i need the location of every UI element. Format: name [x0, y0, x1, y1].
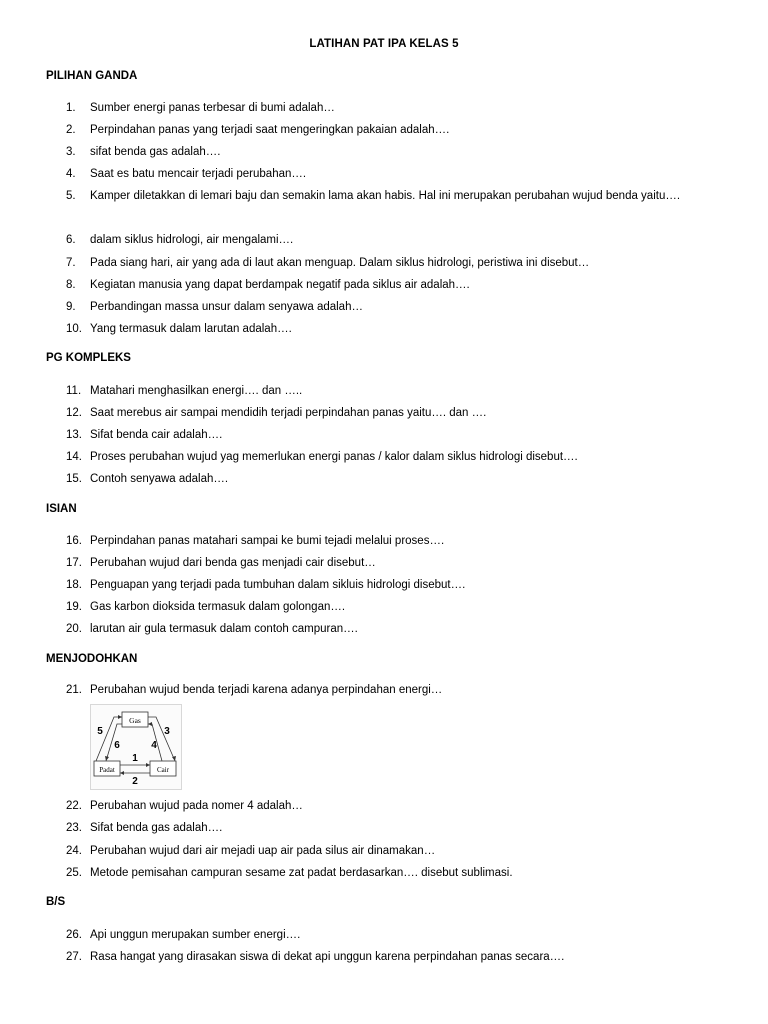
question-text: Sifat benda cair adalah….: [90, 429, 223, 441]
question-text: Saat es batu mencair terjadi perubahan….: [90, 168, 307, 180]
question-text: Perubahan wujud pada nomer 4 adalah…: [90, 800, 303, 812]
question-item: [66, 618, 726, 640]
question-text: Contoh senyawa adalah….: [90, 473, 229, 485]
question-text: Gas karbon dioksida termasuk dalam golongan….: [90, 601, 346, 613]
question-text: sifat benda gas adalah….: [90, 146, 221, 158]
question-number: 16.: [66, 535, 82, 547]
question-item: [66, 424, 726, 446]
question-text: Perubahan wujud dari benda gas menjadi cair disebut…: [90, 557, 376, 569]
label-5: 5: [97, 726, 103, 737]
question-item: [66, 924, 726, 946]
question-item: [66, 679, 726, 701]
question-text: larutan air gula termasuk dalam contoh campuran….: [90, 623, 358, 635]
question-item: [66, 596, 726, 618]
gas-label: Gas: [129, 716, 141, 725]
section-heading-menjodohkan: MENJODOHKAN: [46, 653, 138, 665]
document-title: LATIHAN PAT IPA KELAS 5: [309, 38, 459, 50]
question-text: Perubahan wujud dari air mejadi uap air pada silus air dinamakan…: [90, 845, 436, 857]
question-text: Rasa hangat yang dirasakan siswa di dekat api unggun karena perpindahan panas secara….: [90, 951, 565, 963]
question-text: Perpindahan panas yang terjadi saat mengeringkan pakaian adalah….: [90, 124, 450, 136]
question-number: 4.: [66, 168, 76, 180]
question-number: 27.: [66, 951, 82, 963]
question-item: [66, 552, 726, 574]
question-item: [66, 840, 726, 862]
question-item: [66, 97, 726, 119]
section-heading-bs: B/S: [46, 896, 66, 908]
question-number: 19.: [66, 601, 82, 613]
question-number: 11.: [66, 385, 82, 397]
question-item: [66, 574, 726, 596]
question-text: Perubahan wujud benda terjadi karena adanya perpindahan energi…: [90, 684, 443, 696]
question-number: 10.: [66, 323, 82, 335]
question-number: 14.: [66, 451, 82, 463]
question-number: 20.: [66, 623, 82, 635]
question-text: Kegiatan manusia yang dapat berdampak negatif pada siklus air adalah….: [90, 279, 470, 291]
question-item: [66, 163, 726, 185]
question-item: [66, 402, 726, 424]
question-item: [66, 318, 726, 340]
question-item: [66, 274, 726, 296]
label-3: 3: [164, 726, 170, 737]
question-item: [66, 468, 726, 490]
question-number: 17.: [66, 557, 82, 569]
question-text: Proses perubahan wujud yag memerlukan energi panas / kalor dalam siklus hidrologi disebut….: [90, 451, 578, 463]
question-number: 9.: [66, 301, 76, 313]
question-text: Matahari menghasilkan energi…. dan …..: [90, 385, 303, 397]
question-number: 8.: [66, 279, 76, 291]
question-text: dalam siklus hidrologi, air mengalami….: [90, 234, 294, 246]
state-change-diagram: [90, 704, 182, 790]
question-text: Penguapan yang terjadi pada tumbuhan dalam sikluis hidrologi disebut….: [90, 579, 466, 591]
question-text: Pada siang hari, air yang ada di laut akan menguap. Dalam siklus hidrologi, peristiwa ini disebut…: [90, 257, 590, 269]
label-4: 4: [151, 740, 157, 751]
question-item: [66, 229, 726, 251]
label-6: 6: [114, 740, 120, 751]
question-text: Yang termasuk dalam larutan adalah….: [90, 323, 292, 335]
label-1: 1: [132, 753, 138, 764]
question-number: 3.: [66, 146, 76, 158]
question-text: Api unggun merupakan sumber energi….: [90, 929, 301, 941]
question-item: [66, 296, 726, 318]
question-number: 23.: [66, 822, 82, 834]
question-item: [66, 252, 726, 274]
question-text: Sifat benda gas adalah….: [90, 822, 223, 834]
question-number: 21.: [66, 684, 82, 696]
cair-label: Cair: [156, 766, 170, 774]
padat-label: Padat: [99, 766, 115, 774]
question-item: [66, 185, 726, 207]
question-item: [66, 530, 726, 552]
question-item: [66, 817, 726, 839]
question-item: [66, 141, 726, 163]
label-2: 2: [132, 776, 138, 787]
section-heading-pg-kompleks: PG KOMPLEKS: [46, 352, 131, 364]
question-number: 18.: [66, 579, 82, 591]
question-item: [66, 380, 726, 402]
question-item: [66, 446, 726, 468]
question-text: Kamper diletakkan di lemari baju dan semakin lama akan habis. Hal ini merupakan perubahan wujud benda yaitu….: [90, 190, 681, 202]
question-number: 1.: [66, 102, 76, 114]
question-number: 13.: [66, 429, 82, 441]
question-text: Perpindahan panas matahari sampai ke bumi tejadi melalui proses….: [90, 535, 445, 547]
question-number: 7.: [66, 257, 76, 269]
question-number: 6.: [66, 234, 76, 246]
question-text: Saat merebus air sampai mendidih terjadi perpindahan panas yaitu…. dan ….: [90, 407, 487, 419]
question-number: 5.: [66, 190, 76, 202]
question-item: [66, 119, 726, 141]
question-text: Metode pemisahan campuran sesame zat padat berdasarkan…. disebut sublimasi.: [90, 867, 513, 879]
question-number: 26.: [66, 929, 82, 941]
question-number: 24.: [66, 845, 82, 857]
question-number: 22.: [66, 800, 82, 812]
question-text: Perbandingan massa unsur dalam senyawa adalah…: [90, 301, 363, 313]
question-number: 15.: [66, 473, 82, 485]
question-number: 12.: [66, 407, 82, 419]
question-item: [66, 795, 726, 817]
question-item: [66, 946, 726, 968]
question-text: Sumber energi panas terbesar di bumi adalah…: [90, 102, 335, 114]
question-number: 2.: [66, 124, 76, 136]
state-change-diagram-svg: [90, 704, 182, 790]
section-heading-pilihan-ganda: PILIHAN GANDA: [46, 70, 138, 82]
question-number: 25.: [66, 867, 82, 879]
question-item: [66, 862, 726, 884]
section-heading-isian: ISIAN: [46, 503, 77, 515]
